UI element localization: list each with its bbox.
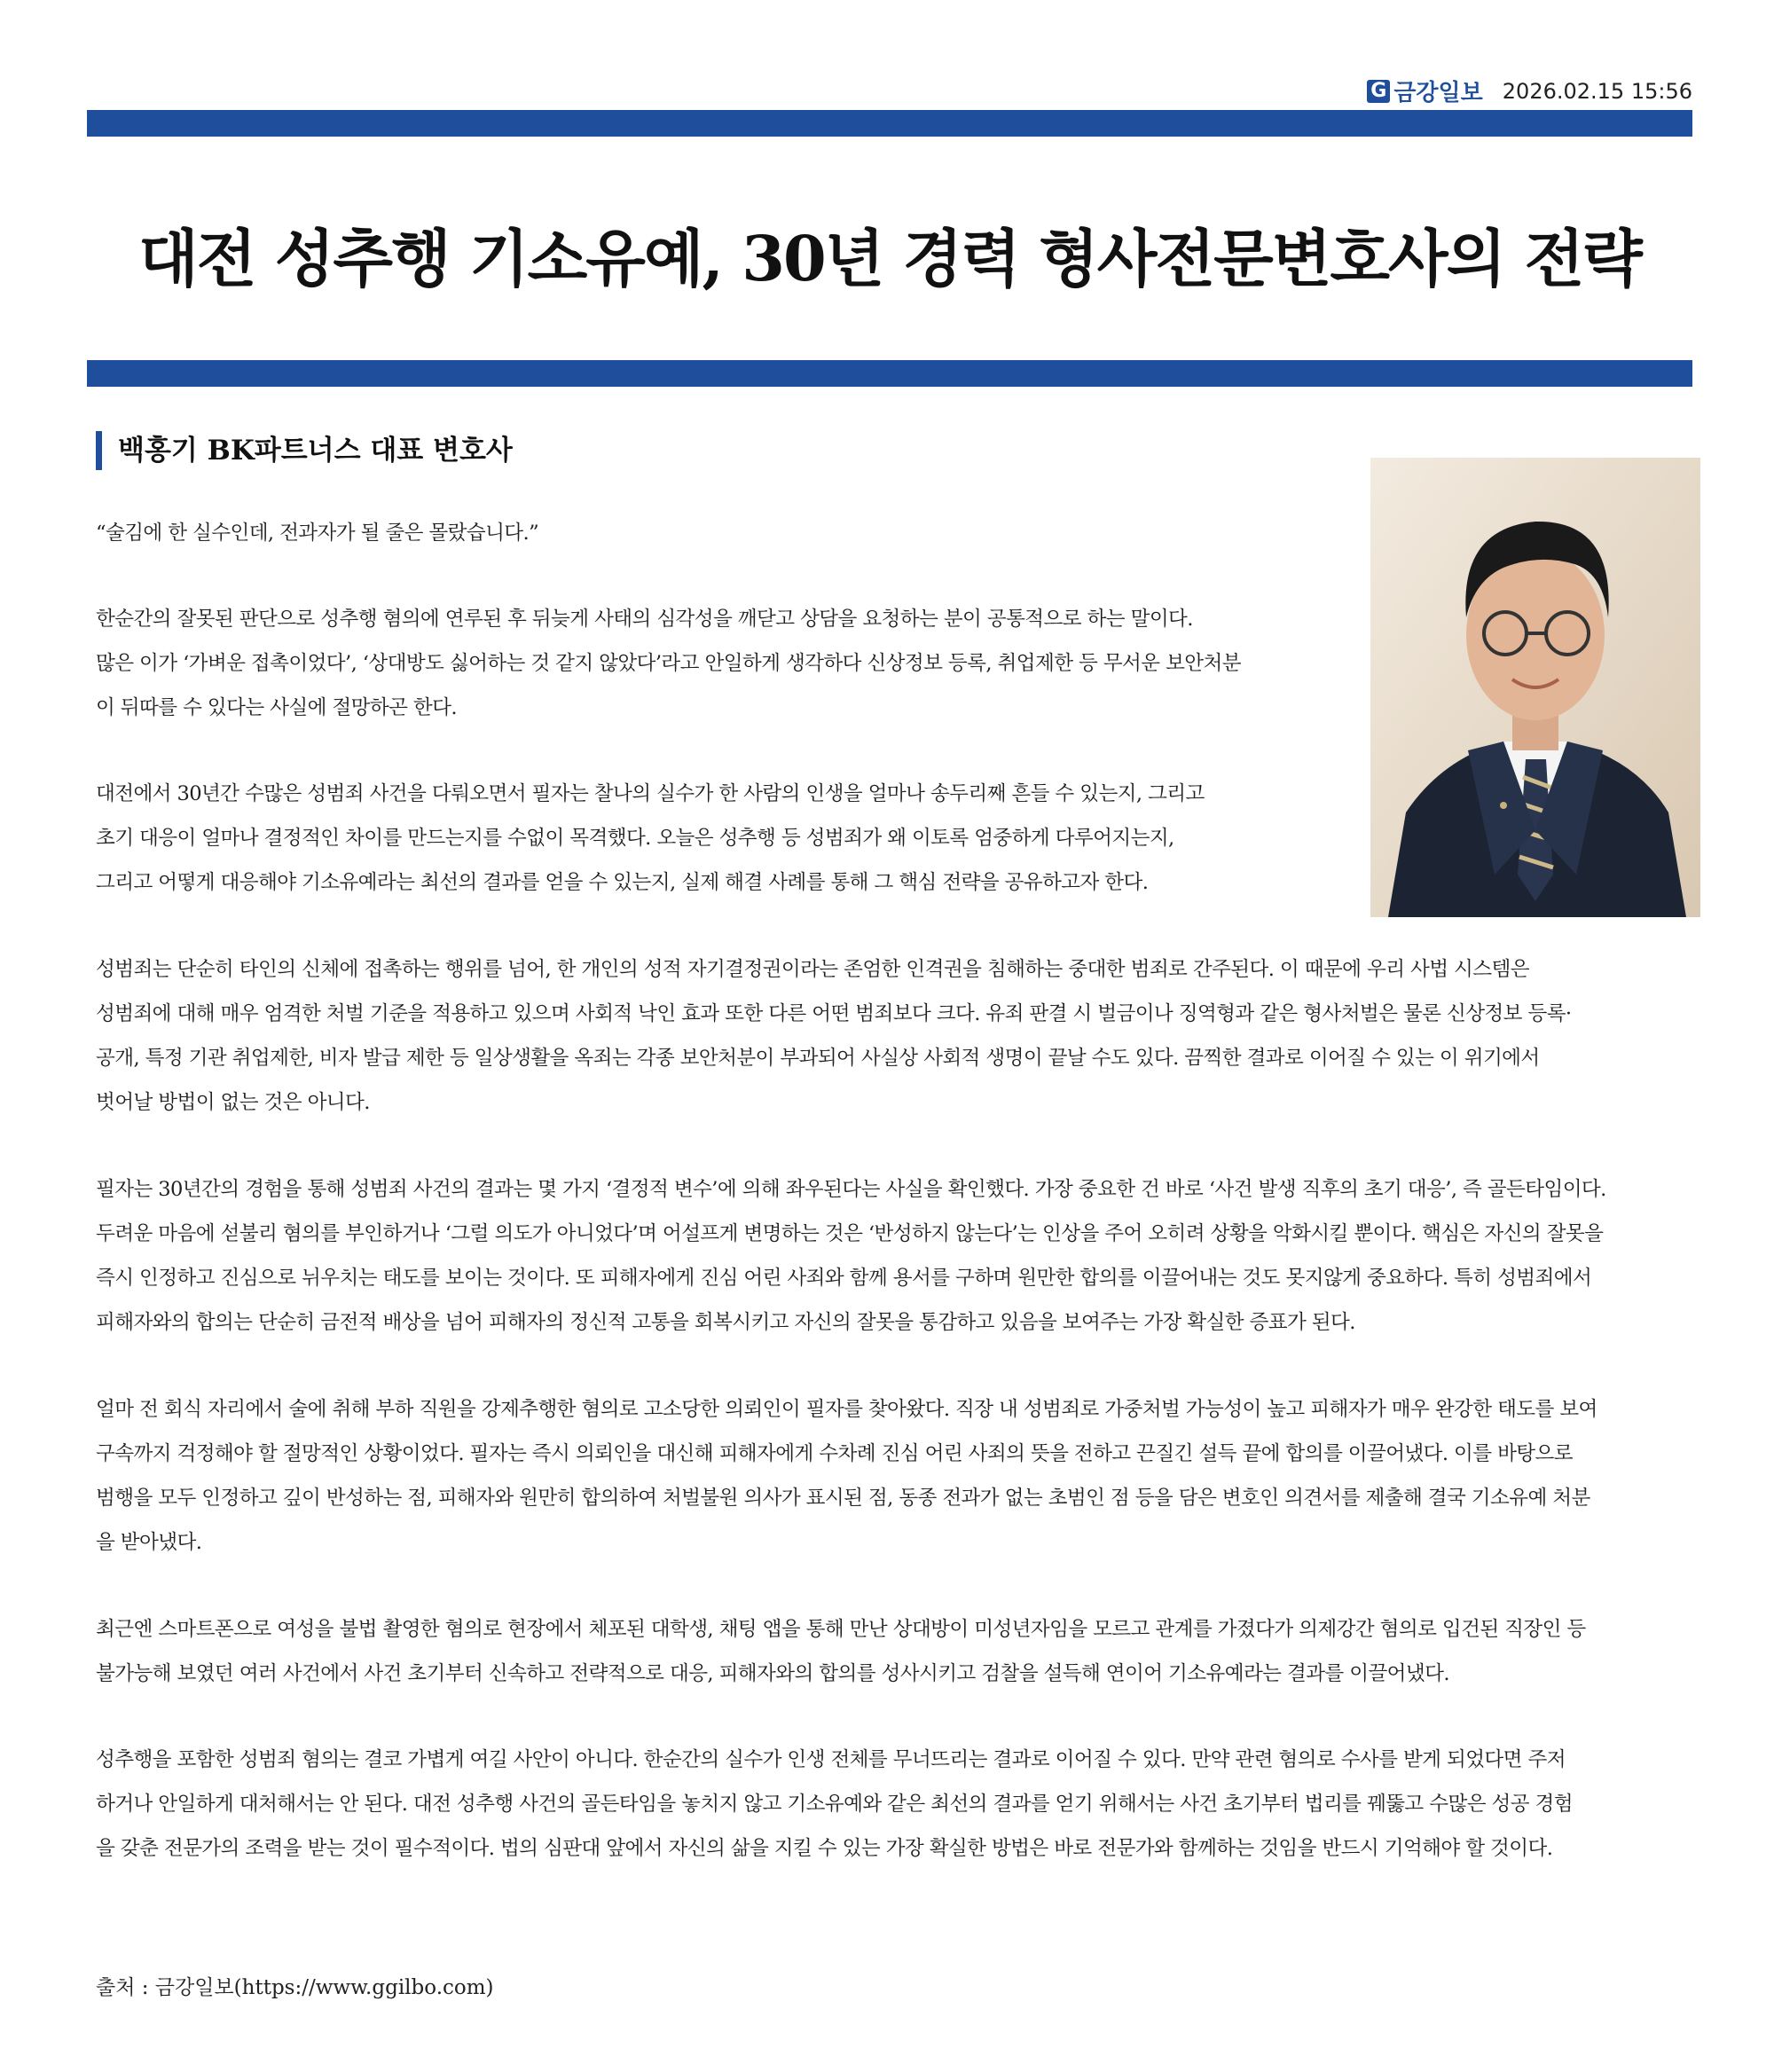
article-line: 이 뒤따를 수 있다는 사실에 절망하곤 한다. xyxy=(96,696,457,719)
article-line: 최근엔 스마트폰으로 여성을 불법 촬영한 혐의로 현장에서 체포된 대학생, 채팅 앱을 통해 만난 상대방이 미성년자임을 모르고 관계를 가졌다가 의제강간 혐의로 입건된 직장인 등 xyxy=(96,1618,1586,1641)
article-headline: 대전 성추행 기소유예, 30년 경력 형사전문변호사의 전략 xyxy=(138,222,1641,295)
article-line: 그리고 어떻게 대응해야 기소유예라는 최선의 결과를 얻을 수 있는지, 실제 해결 사례를 통해 그 핵심 전략을 공유하고자 한다. xyxy=(96,871,1149,894)
article-line: 대전에서 30년간 수많은 성범죄 사건을 다뤄오면서 필자는 찰나의 실수가 한 사람의 인생을 얼마나 송두리째 흔들 수 있는지, 그리고 xyxy=(96,782,1205,805)
author-byline: 백홍기 BK파트너스 대표 변호사 xyxy=(96,431,513,470)
article-line: 불가능해 보였던 여러 사건에서 사건 초기부터 신속하고 전략적으로 대응, 피해자와의 합의를 성사시키고 검찰을 설득해 연이어 기소유예라는 결과를 이끌어냈다. xyxy=(96,1662,1449,1685)
article-line: 피해자와의 합의는 단순히 금전적 배상을 넘어 피해자의 정신적 고통을 회복시키고 자신의 잘못을 통감하고 있음을 보여주는 가장 확실한 증표가 된다. xyxy=(96,1311,1355,1334)
article-paragraph-quote: “술김에 한 실수인데, 전과자가 될 줄은 몰랐습니다.” xyxy=(96,522,539,545)
article-header-meta xyxy=(1367,75,1692,107)
article-line: 성범죄는 단순히 타인의 신체에 접촉하는 행위를 넘어, 한 개인의 성적 자기결정권이라는 존엄한 인격권을 침해하는 중대한 범죄로 간주된다. 이 때문에 우리 사법 시스템은 xyxy=(96,958,1529,981)
article-line: 범행을 모두 인정하고 깊이 반성하는 점, 피해자와 원만히 합의하여 처벌불원 의사가 표시된 점, 동종 전과가 없는 초범인 점 등을 담은 변호인 의견서를 제출해 결국 기소유예 처분 xyxy=(96,1487,1590,1510)
article-line: 많은 이가 ‘가벼운 접촉이었다’, ‘상대방도 싫어하는 것 같지 않았다’라고 안일하게 생각하다 신상정보 등록, 취업제한 등 무서운 보안처분 xyxy=(96,652,1241,675)
publish-timestamp: 2026.02.15 15:56 xyxy=(1502,78,1692,104)
article-line: 한순간의 잘못된 판단으로 성추행 혐의에 연루된 후 뒤늦게 사태의 심각성을 깨닫고 상담을 요청하는 분이 공통적으로 하는 말이다. xyxy=(96,608,1193,631)
logo-wordmark: 금강일보 xyxy=(1393,80,1483,106)
article-line: 벗어날 방법이 없는 것은 아니다. xyxy=(96,1091,370,1114)
headline-divider-bar xyxy=(87,360,1692,387)
article-line: 초기 대응이 얼마나 결정적인 차이를 만드는지를 수없이 목격했다. 오늘은 성추행 등 성범죄가 왜 이토록 엄중하게 다루어지는지, xyxy=(96,827,1174,850)
article-line: 성범죄에 대해 매우 엄격한 처벌 기준을 적용하고 있으며 사회적 낙인 효과 또한 다른 어떤 범죄보다 크다. 유죄 판결 시 벌금이나 징역형과 같은 형사처벌은 물론 신상정보 등록· xyxy=(96,1002,1572,1025)
article-line: 구속까지 걱정해야 할 절망적인 상황이었다. 필자는 즉시 의뢰인을 대신해 피해자에게 수차례 진심 어린 사죄의 뜻을 전하고 끈질긴 설득 끝에 합의를 이끌어냈다. 이를 바탕으로 xyxy=(96,1442,1573,1465)
article-line: 을 받아냈다. xyxy=(96,1531,202,1554)
article-line: 하거나 안일하게 대처해서는 안 된다. 대전 성추행 사건의 골든타임을 놓치지 않고 기소유예와 같은 최선의 결과를 얻기 위해서는 사건 초기부터 법리를 꿰뚫고 수많은 성공 경험 xyxy=(96,1793,1573,1816)
author-photo xyxy=(1370,458,1700,917)
article-line: 필자는 30년간의 경험을 통해 성범죄 사건의 결과는 몇 가지 ‘결정적 변수’에 의해 좌우된다는 사실을 확인했다. 가장 중요한 건 바로 ‘사건 발생 직후의 초기 대응’, 즉 골든타임이다. xyxy=(96,1178,1606,1201)
article-line: 즉시 인정하고 진심으로 뉘우치는 태도를 보이는 것이다. 또 피해자에게 진심 어린 사죄와 함께 용서를 구하며 원만한 합의를 이끌어내는 것도 못지않게 중요하다. 특히 성범죄에서 xyxy=(96,1267,1592,1290)
author-portrait-illustration xyxy=(1370,458,1700,917)
article-line: 얼마 전 회식 자리에서 술에 취해 부하 직원을 강제추행한 혐의로 고소당한 의뢰인이 필자를 찾아왔다. 직장 내 성범죄로 가중처벌 가능성이 높고 피해자가 매우 완강한 태도를 보여 xyxy=(96,1398,1597,1421)
newspaper-logo[interactable] xyxy=(1367,75,1482,107)
article-line: 성추행을 포함한 성범죄 혐의는 결코 가볍게 여길 사안이 아니다. 한순간의 실수가 인생 전체를 무너뜨리는 결과로 이어질 수 있다. 만약 관련 혐의로 수사를 받게 되었다면 주저 xyxy=(96,1748,1566,1771)
logo-g-icon: G xyxy=(1367,80,1390,103)
article-line: 공개, 특정 기관 취업제한, 비자 발급 제한 등 일상생활을 옥죄는 각종 보안처분이 부과되어 사실상 사회적 생명이 끝날 수도 있다. 끔찍한 결과로 이어질 수 있는 이 위기에서 xyxy=(96,1047,1540,1070)
top-divider-bar xyxy=(87,110,1692,137)
article-line: 을 갖춘 전문가의 조력을 받는 것이 필수적이다. 법의 심판대 앞에서 자신의 삶을 지킬 수 있는 가장 확실한 방법은 바로 전문가와 함께하는 것임을 반드시 기억해야 할 것이다. xyxy=(96,1837,1553,1860)
article-line: 두려운 마음에 섣불리 혐의를 부인하거나 ‘그럴 의도가 아니었다’며 어설프게 변명하는 것은 ‘반성하지 않는다’는 인상을 주어 오히려 상황을 악화시킬 뿐이다. 핵심은 자신의 잘못을 xyxy=(96,1222,1604,1245)
article-source-link[interactable]: 출처 : 금강일보(https://www.ggilbo.com) xyxy=(96,1976,494,1999)
